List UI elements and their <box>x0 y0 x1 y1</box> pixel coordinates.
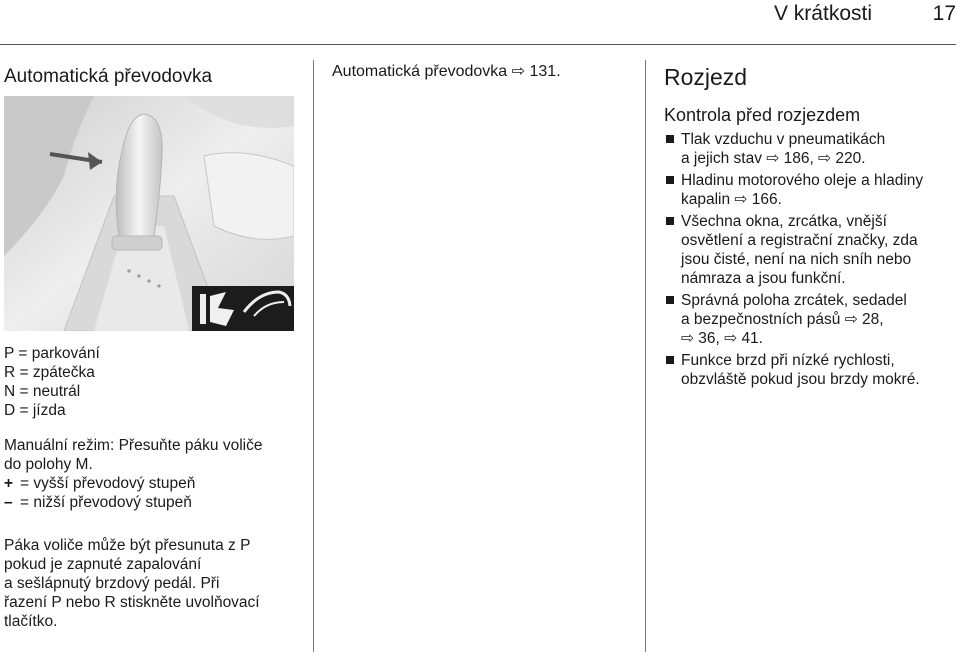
shift-line: Páka voliče může být přesunuta z P <box>4 537 251 554</box>
bullet-square-icon <box>666 176 674 184</box>
manual-line: do polohy M. <box>4 456 93 473</box>
right-column <box>664 60 956 392</box>
checklist-line: jsou čisté, není na nich sníh nebo <box>681 251 912 268</box>
bullet-square-icon <box>666 296 674 304</box>
plus-text: = vyšší převodový stupeň <box>20 475 196 492</box>
legend-item: N = neutrál <box>4 383 81 400</box>
checklist-line: obzvláště pokud jsou brzdy mokré. <box>681 371 920 388</box>
left-column <box>4 60 304 90</box>
checklist-item <box>664 130 956 168</box>
chapter-title: Rozjezd <box>664 64 748 90</box>
checklist <box>664 130 956 389</box>
checklist-line: ⇨ 36, ⇨ 41. <box>681 330 763 347</box>
gear-selector-drawing <box>4 96 294 331</box>
manual-mode-text <box>4 436 262 512</box>
checklist-line: osvětlení a registrační značky, zda <box>681 232 918 249</box>
bullet-square-icon <box>666 217 674 225</box>
subsection-title: Kontrola před rozjezdem <box>664 105 861 125</box>
checklist-item <box>664 291 956 348</box>
checklist-item <box>664 171 956 209</box>
cross-reference: Automatická převodovka ⇨ 131. <box>332 63 561 80</box>
manual-line: Manuální režim: Přesuňte páku voliče <box>4 437 263 454</box>
page-header-title: V krátkosti <box>773 2 872 25</box>
legend-item: R = zpátečka <box>4 364 95 381</box>
checklist-line: Funkce brzd při nízké rychlosti, <box>681 352 895 369</box>
checklist-item <box>664 351 956 389</box>
bullet-square-icon <box>666 135 674 143</box>
section-title: Automatická převodovka <box>4 66 213 87</box>
minus-line <box>4 493 262 512</box>
middle-column <box>332 60 632 81</box>
checklist-line: Tlak vzduchu v pneumatikách <box>681 131 886 148</box>
checklist-line: Správná poloha zrcátek, sedadel <box>681 292 907 309</box>
minus-icon: – <box>4 494 13 511</box>
checklist-line: Všechna okna, zrcátka, vnější <box>681 213 887 230</box>
column-divider-2 <box>645 60 646 652</box>
checklist-line: námraza a jsou funkční. <box>681 270 846 287</box>
gear-legend <box>4 344 100 420</box>
column-divider-1 <box>313 60 314 652</box>
checklist-item <box>664 212 956 288</box>
plus-icon: + <box>4 475 14 492</box>
plus-line <box>4 474 262 493</box>
checklist-line: kapalin ⇨ 166. <box>681 191 782 208</box>
checklist-line: a jejich stav ⇨ 186, ⇨ 220. <box>681 150 866 167</box>
shift-line: a sešlápnutý brzdový pedál. Při <box>4 575 220 592</box>
checklist-line: a bezpečnostních pásů ⇨ 28, <box>681 311 884 328</box>
legend-item: D = jízda <box>4 402 66 419</box>
shift-line: tlačítko. <box>4 613 58 630</box>
shift-line: řazení P nebo R stiskněte uvolňovací <box>4 594 260 611</box>
legend-item: P = parkování <box>4 345 100 362</box>
page-number: 17 <box>932 2 956 25</box>
minus-text: = nižší převodový stupeň <box>20 494 192 511</box>
shift-instructions <box>4 536 304 631</box>
shift-line: pokud je zapnuté zapalování <box>4 556 202 573</box>
bullet-square-icon <box>666 356 674 364</box>
gear-selector-illustration <box>4 96 294 331</box>
header-rule <box>0 44 956 45</box>
checklist-line: Hladinu motorového oleje a hladiny <box>681 172 924 189</box>
